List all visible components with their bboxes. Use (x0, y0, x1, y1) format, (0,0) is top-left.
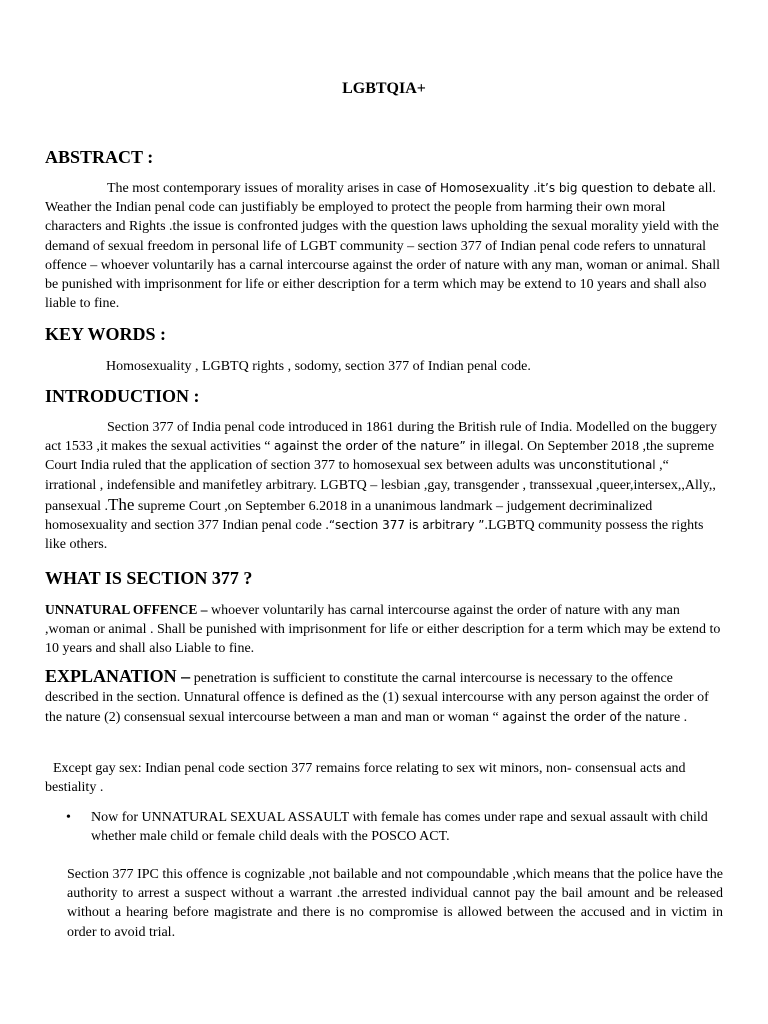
intro-text-part: against the order of the nature” in illegal (273, 439, 521, 454)
abstract-text-part: of Homosexuality .it’s big question to debate (424, 181, 695, 195)
keywords-heading: KEY WORDS : (45, 324, 167, 344)
abstract-text-part: all. Weather the Indian penal code can justifiably be employed to protect the people from harming their own moral characters and Rights .the issue is confronted judges with the question laws upholding the sexual morality yield with the demand of sexual freedom in personal life of LGBT community – section 377 of Indian penal code refers to unnatural offence – whoever voluntarily has a carnal intercourse against the order of nature with any man, woman or animal. Shall be punished with imprisonment for life or either description for a term which may be extend to 10 years and shall also liable to fine. (45, 181, 721, 312)
abstract-paragraph (45, 179, 723, 313)
keywords-text: Homosexuality , LGBTQ rights , sodomy, section 377 of Indian penal code. (106, 359, 531, 374)
page-title: LGBTQIA+ (342, 80, 426, 97)
intro-text-part: ,“ irrational , indefensible and manifetley arbitrary. LGBTQ – lesbian ,gay, transgender , transsexual ,queer,intersex,,Ally,, pansexual . (45, 458, 716, 514)
intro-text-part: “section 377 is arbitrary ” (328, 518, 485, 533)
abstract-text-part: The most contemporary issues of morality arises in case (107, 181, 425, 196)
bullet-text: Now for UNNATURAL SEXUAL ASSAULT with female has comes under rape and sexual assault with child whether male child or female child deals with the POSCO ACT. (91, 810, 708, 845)
intro-text-part: . On September 2018 ,the supreme Court India ruled that the application of section 377 to homosexual sex between adults was (45, 439, 715, 474)
explanation-text-part: the nature . (621, 709, 688, 725)
section377-text: whoever voluntarily has carnal intercourse against the order of nature with any man ,woman or animal . Shall be punished with imprisonment for life or either description for a term which may be extend to 10 years and shall also Liable to fine. (45, 603, 721, 657)
explanation-text-part: against the order of (502, 709, 622, 724)
bullet-icon: • (66, 810, 71, 825)
intro-text-part: unconstitutional (558, 458, 656, 473)
intro-text-part: supreme Court ,on September 6.2018 in a unanimous landmark – judgement decriminalized homosexuality and section 377 Indian penal code . (45, 498, 653, 534)
explanation-text-part: penetration is sufficient to constitute the carnal intercourse is necessary to the offence described in the section. Unnatural offence is defined as the (1) sexual intercourse with any person against the order of the nature (2) consensual sexual intercourse between a man and man or woman “ (45, 671, 709, 725)
section377-heading: WHAT IS SECTION 377 ? (45, 568, 253, 588)
section377-paragraph (45, 600, 723, 659)
ipc-paragraph: Section 377 IPC this offence is cognizable ,not bailable and not compoundable ,which means that the police have the authority to arrest a suspect without a warrant .the arrested individual cannot pay the bail amount and be released without a hearing before magistrate and there is no compromise is allowed between the accused and in victim in order to avoid trial. (67, 867, 723, 940)
intro-text-part: The (107, 494, 135, 514)
abstract-heading: ABSTRACT : (45, 147, 154, 167)
unnatural-offence-label: UNNATURAL OFFENCE – (45, 602, 208, 617)
explanation-heading: EXPLANATION – (45, 666, 191, 686)
intro-text-part: .LGBTQ community possess the rights like others. (45, 518, 704, 553)
intro-text-part: Section 377 of India penal code introduced in 1861 during the British rule of India. Modelled on the buggery act 1533 ,it makes the sexual activities “ (45, 420, 718, 455)
except-paragraph: Except gay sex: Indian penal code section 377 remains force relating to sex wit minors, non- consensual acts and bestiality . (45, 761, 686, 796)
bullet-list-item (66, 808, 726, 846)
introduction-heading: INTRODUCTION : (45, 386, 200, 406)
explanation-paragraph (45, 667, 723, 727)
introduction-paragraph (45, 418, 723, 554)
